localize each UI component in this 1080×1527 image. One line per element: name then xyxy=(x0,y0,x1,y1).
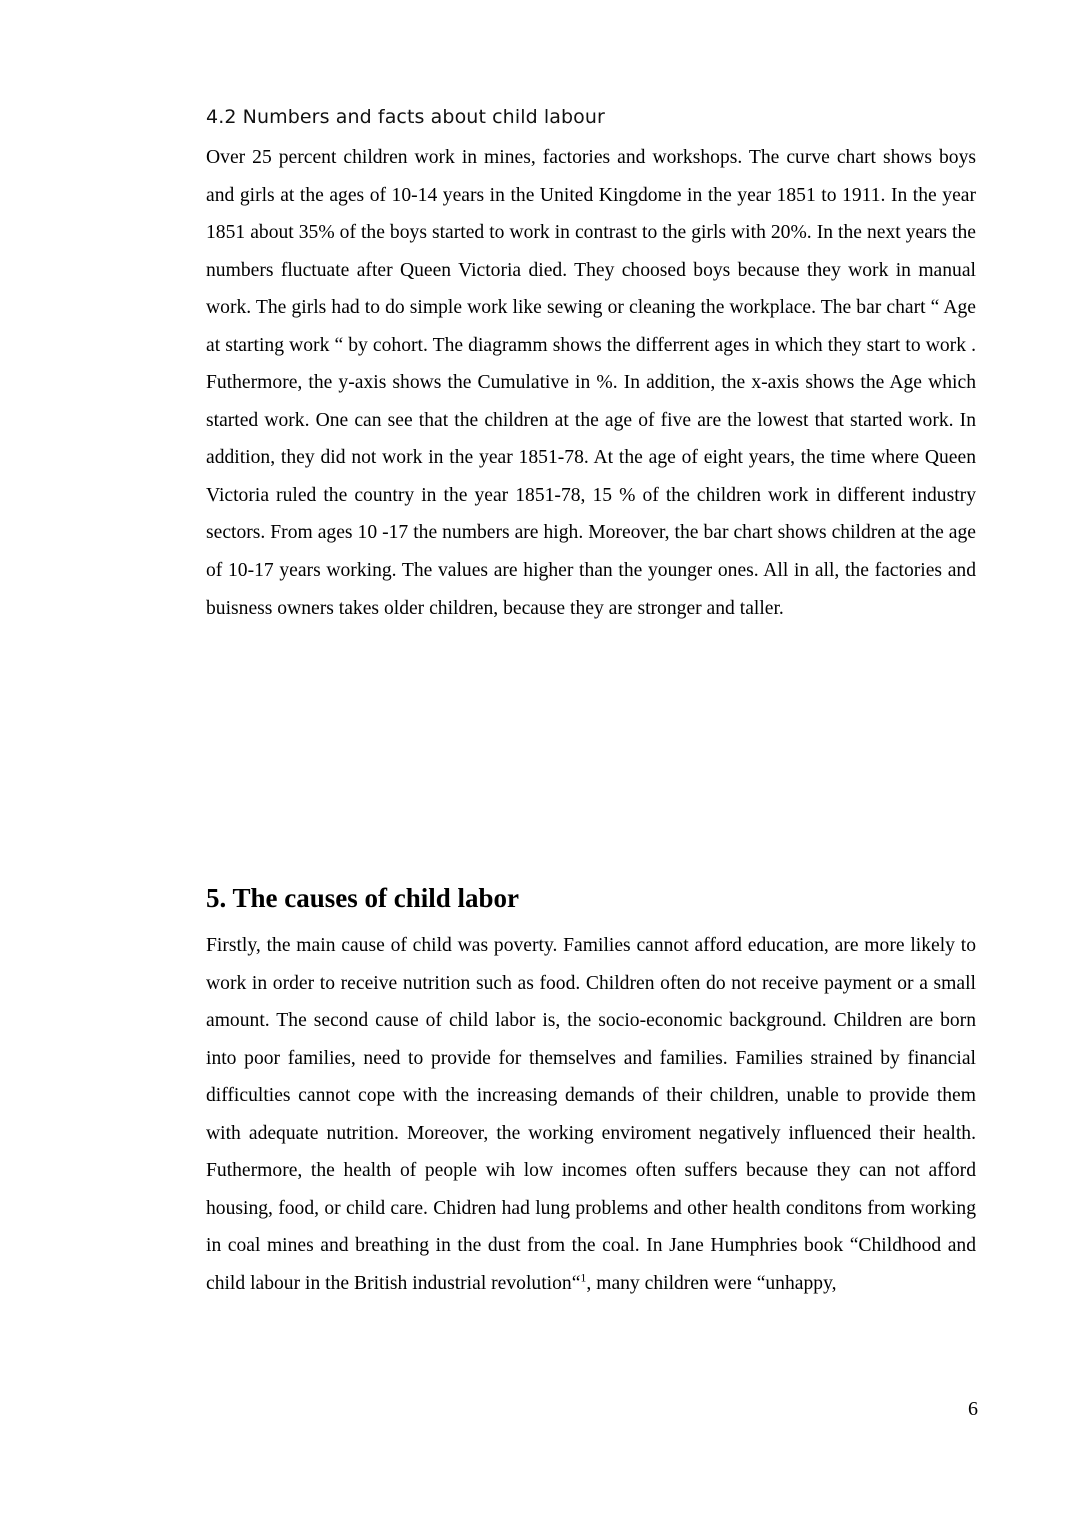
footnote-marker[interactable]: 1 xyxy=(580,1270,587,1285)
section-4-2-paragraph: Over 25 percent children work in mines, factories and workshops. The curve chart shows boys and girls at the ages of 10-14 years in the United Kingdome in the year 1851 to 1911. In the year 1851 about 35% of the boys started to work in contrast to the girls with 20%. In the next years the numbers fluctuate after Queen Victoria died. They choosed boys because they work in manual work. The girls had to do simple work like sewing or cleaning the workplace. The bar chart “ Age at starting work “ by cohort. The diagramm shows the differrent ages in which they start to work . Futhermore, the y-axis shows the Cumulative in %. In addition, the x-axis shows the Age which started work. One can see that the children at the age of five are the lowest that started work. In addition, they did not work in the year 1851-78. At the age of eight years, the time where Queen Victoria ruled the country in the year 1851-78, 15 % of the children work in different industry sectors. From ages 10 -17 the numbers are high. Moreover, the bar chart shows children at the age of 10-17 years working. The values are higher than the younger ones. All in all, the factories and buisness owners takes older children, because they are stronger and taller. xyxy=(206,147,976,619)
section-heading-5: 5. The causes of child labor xyxy=(206,883,520,913)
section-heading-4-2: 4.2 Numbers and facts about child labour xyxy=(206,106,605,128)
page-number: 6 xyxy=(968,1398,978,1420)
section-5-paragraph-continuation: , many children were “unhappy, xyxy=(586,1272,837,1294)
section-5-paragraph xyxy=(206,927,976,1302)
section-5-paragraph-text: Firstly, the main cause of child was poverty. Families cannot afford education, are more likely to work in order to receive nutrition such as food. Children often do not receive payment or a small amount. The second cause of child labor is, the socio-economic background. Children are born into poor families, need to provide for themselves and families. Families strained by financial difficulties cannot cope with the increasing demands of their children, unable to provide them with adequate nutrition. Moreover, the working enviroment negatively influenced their health. Futhermore, the health of people wih low incomes often suffers because they can not afford housing, food, or child care. Chidren had lung problems and other health conditons from working in coal mines and breathing in the dust from the coal. In Jane Humphries book “Childhood and child labour in the British industrial revolution“ xyxy=(206,935,976,1294)
